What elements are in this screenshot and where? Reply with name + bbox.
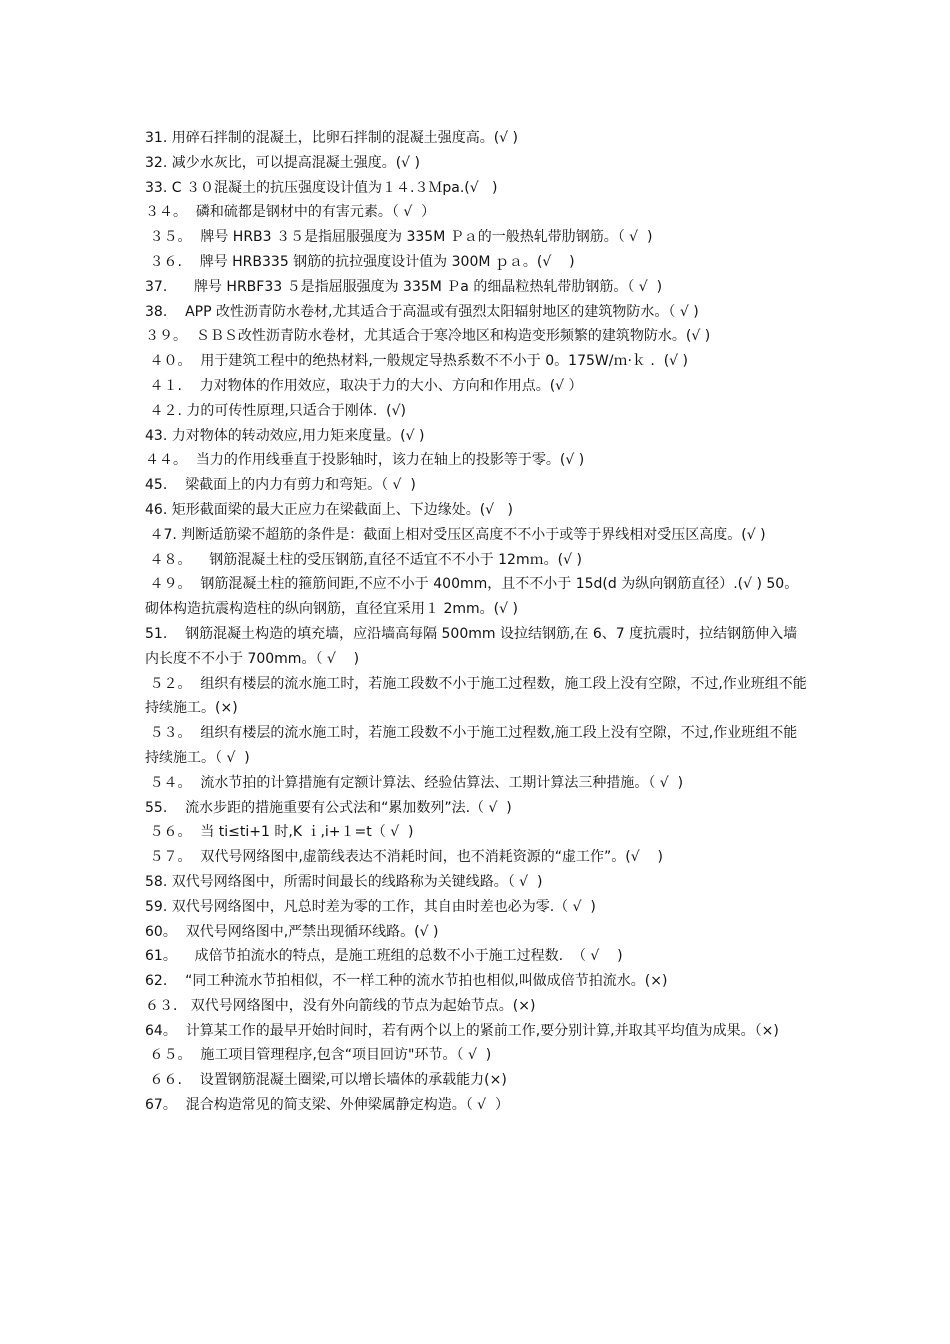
list-item: ４０。 用于建筑工程中的绝热材料,一般规定导热系数不不小于 0。175W/ｍ·ｋ . (√ ) (145, 353, 688, 370)
list-item: 55. 流水步距的措施重要有公式法和“累加数列”法.（ √ ) (145, 799, 512, 816)
list-item: ５６。 当 ti≤ti+1 时,K ｉ,i+１=t（ √ ) (145, 824, 414, 841)
list-item: ４９。 钢筋混凝土柱的箍筋间距,不应不小于 400mm，且不不小于 15d(d 为纵向钢筋直径）.(√ ) 50。 砌体构造抗震构造柱的纵向钢筋，直径宜采用１ 2mm。(√ ) (145, 576, 817, 618)
list-item: ４４。 当力的作用线垂直于投影轴时，该力在轴上的投影等于零。(√ ) (145, 452, 585, 469)
list-item: ６３. 双代号网络图中，没有外向箭线的节点为起始节点。(×) (145, 997, 536, 1014)
list-item: 67。 混合构造常见的简支梁、外伸梁属静定构造。（ √ ） (145, 1097, 509, 1114)
list-item: ３６. 牌号 HRB335 钢筋的抗拉强度设计值为 300M ｐａ。(√ ) (145, 253, 575, 270)
list-item: 37. 牌号 HRBF33 ５是指屈服强度为 335M Ｐa 的细晶粒热轧带肋钢筋。（ √ ) (145, 278, 663, 295)
list-item: 31. 用碎石拌制的混凝土，比卵石拌制的混凝土强度高。(√ ) (145, 130, 519, 146)
document-body (145, 126, 817, 1118)
list-item: 62. “同工种流水节拍相似，不一样工种的流水节拍也相似,叫做成倍节拍流水。(×) (145, 973, 668, 990)
list-item: ５２。 组织有楼层的流水施工时，若施工段数不小于施工过程数，施工段上没有空隙，不过,作业班组不能持续施工。(×) (145, 675, 807, 717)
list-item: 33. C ３０混凝土的抗压强度设计值为１４.３Ｍpa.(√ ) (145, 179, 498, 196)
list-item: 32. 减少水灰比，可以提高混凝土强度。(√ ) (145, 154, 421, 171)
list-item: ３５。 牌号 HRB3 ３５是指屈服强度为 335M Ｐａ的一般热轧带肋钢筋。（ √ ) (145, 229, 653, 246)
list-item: 60。 双代号网络图中,严禁出现循环线路。(√ ) (145, 923, 439, 940)
list-item: ４８。 钢筋混凝土柱的受压钢筋,直径不适宜不不小于 12mｍ。(√ ) (145, 551, 582, 568)
list-item: 64。 计算某工作的最早开始时间时，若有两个以上的紧前工作,要分别计算,并取其平均值为成果。（×) (145, 1022, 779, 1039)
list-item: 61。 成倍节拍流水的特点，是施工班组的总数不小于施工过程数. （ √ ) (145, 948, 623, 965)
list-item: 38. APP 改性沥青防水卷材,尤其适合于高温或有强烈太阳辐射地区的建筑物防水。（ √ ) (145, 303, 699, 320)
list-item: ３９。 ＳＢＳ改性沥青防水卷材，尤其适合于寒冷地区和构造变形频繁的建筑物防水。(√ ) (145, 328, 711, 345)
list-item: 45. 梁截面上的内力有剪力和弯矩。（ √ ) (145, 477, 416, 494)
list-item: ５４。 流水节拍的计算措施有定额计算法、经验估算法、工期计算法三种措施。（ √ ) (145, 774, 684, 791)
list-item: ６６. 设置钢筋混凝土圈梁,可以增长墙体的承载能力(×) (145, 1072, 507, 1089)
list-item: 43. 力对物体的转动效应,用力矩来度量。(√ ) (145, 427, 425, 444)
list-item: ４7. 判断适筋梁不超筋的条件是：截面上相对受压区高度不不小于或等于界线相对受压区高度。(√ ) (145, 526, 766, 543)
list-item: ３４。 磷和硫都是钢材中的有害元素。（ √ ） (145, 204, 436, 221)
list-item: ４２. 力的可传性原理,只适合于刚体. (√) (145, 402, 406, 419)
list-item: 46. 矩形截面梁的最大正应力在梁截面上、下边缘处。(√ ) (145, 501, 513, 518)
list-item: ４１. 力对物体的作用效应，取决于力的大小、方向和作用点。(√ ） (145, 377, 583, 394)
list-item: ５７。 双代号网络图中,虚箭线表达不消耗时间，也不消耗资源的“虚工作”。(√ ) (145, 849, 663, 866)
list-item: 51. 钢筋混凝土构造的填充墙，应沿墙高每隔 500mm 设拉结钢筋,在 6、7 度抗震时，拉结钢筋伸入墙内长度不不小于 700mm。（ √ ) (145, 625, 798, 667)
list-item: ６５。 施工项目管理程序,包含“项目回访"环节。（ √ ) (145, 1047, 492, 1064)
list-item: ５３。 组织有楼层的流水施工时，若施工段数不小于施工过程数,施工段上没有空隙，不过,作业班组不能持续施工。（ √ ) (145, 725, 798, 766)
list-item: 58. 双代号网络图中，所需时间最长的线路称为关键线路。（ √ ) (145, 873, 543, 890)
list-item: 59. 双代号网络图中，凡总时差为零的工作，其自由时差也必为零.（ √ ) (145, 898, 596, 915)
